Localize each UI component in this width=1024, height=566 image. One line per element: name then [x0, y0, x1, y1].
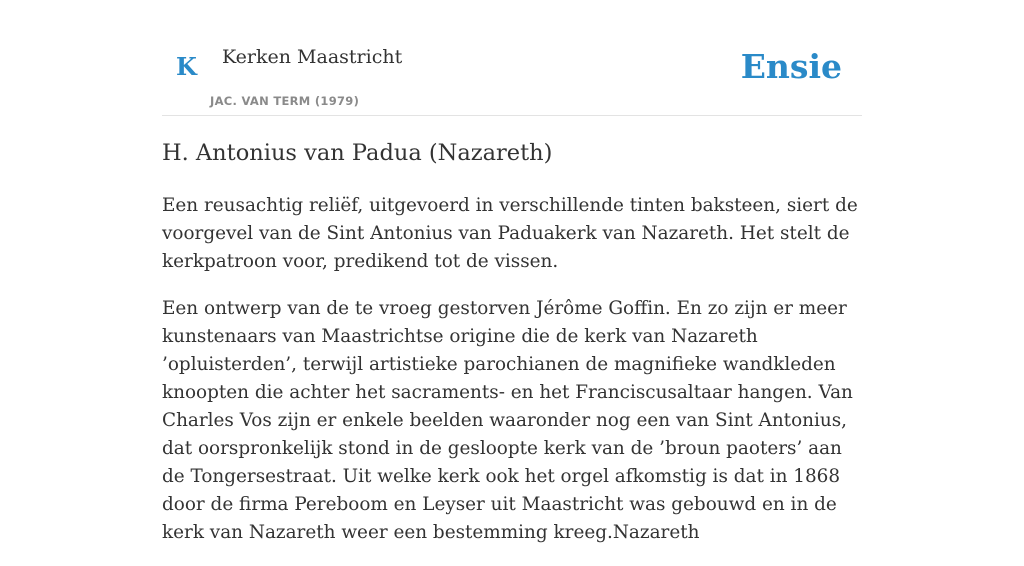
brand-logo[interactable]: Ensie — [740, 47, 842, 86]
book-author: JAC. VAN TERM (1979) — [210, 94, 360, 108]
book-logo[interactable]: K — [176, 52, 197, 81]
article-title: H. Antonius van Padua (Nazareth) — [162, 140, 553, 166]
book-title[interactable]: Kerken Maastricht — [222, 46, 403, 68]
article-paragraph: Een reusachtig reliëf, uitgevoerd in verschillende tinten baksteen, siert de voorgevel van de Sint Antonius van Paduakerk van Nazareth. Het stelt de kerkpatroon voor, predikend tot de vissen. — [162, 195, 858, 272]
header — [162, 0, 862, 116]
article-paragraph: Een ontwerp van de te vroeg gestorven Jérôme Goffin. En zo zijn er meer kunstenaars van Maastrichtse origine die de kerk van Nazareth ’opluisterden’, terwijl artistieke parochianen de magnifieke wandkleden knoopten die achter het sacraments- en het Franciscusaltaar hangen. Van Charles Vos zijn er enkele beelden waaronder nog een van Sint Antonius, dat oorspronkelijk stond in de gesloopte kerk van de ’broun paoters’ aan de Tongersestraat. Uit welke kerk ook het orgel afkomstig is dat in 1868 door de firma Pereboom en Leyser uit Maastricht was gebouwd en in de kerk van Nazareth weer een bestemming kreeg.Nazareth — [162, 298, 853, 543]
article-body — [162, 192, 866, 566]
